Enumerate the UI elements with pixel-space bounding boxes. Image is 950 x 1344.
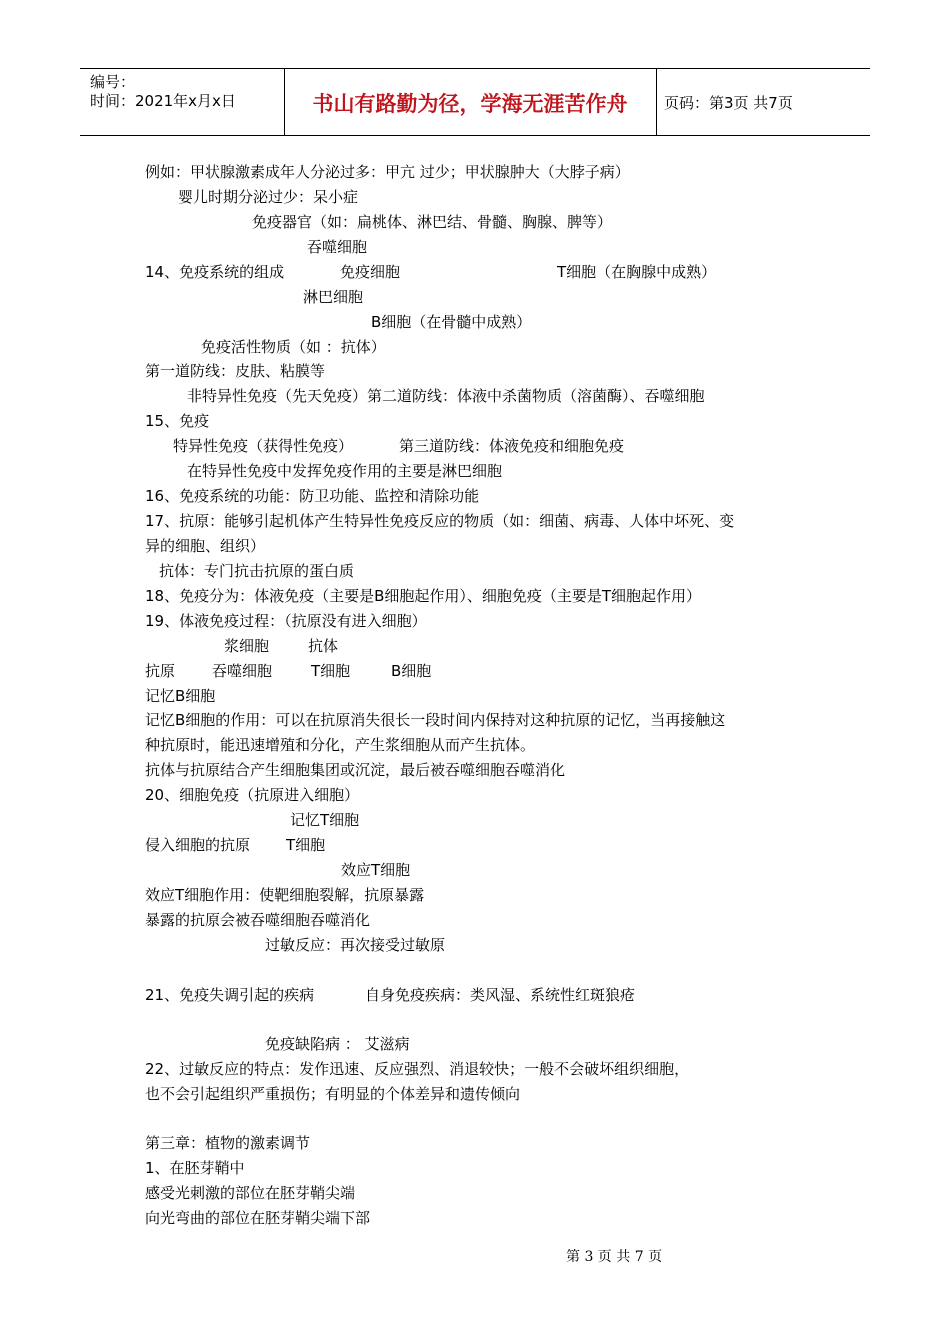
header-page-info: 页码：第3页 共7页	[664, 94, 793, 112]
section-heading: 16、免疫系统的功能：防卫功能、监控和清除功能	[145, 487, 480, 505]
text-line: 抗体	[308, 637, 339, 655]
text-line: 效应T细胞	[341, 861, 411, 879]
text-line: 记忆B细胞的作用：可以在抗原消失很长一段时间内保持对这种抗原的记忆，当再接触这	[145, 711, 726, 729]
header-top-rule	[80, 68, 870, 69]
text-line: 第一道防线：皮肤、粘膜等	[145, 362, 326, 380]
text-line: 向光弯曲的部位在胚芽鞘尖端下部	[145, 1209, 371, 1227]
header-motto: 书山有路勤为径，学海无涯苦作舟	[312, 92, 628, 116]
text-line: B细胞（在骨髓中成熟）	[371, 313, 532, 331]
text-line: 记忆T细胞	[290, 811, 360, 829]
text-line: 免疫细胞	[340, 263, 401, 281]
section-heading: 1、在胚芽鞘中	[145, 1159, 245, 1177]
text-line: 效应T细胞作用：使靶细胞裂解，抗原暴露	[145, 886, 425, 904]
text-line: 抗体：专门抗击抗原的蛋白质	[159, 562, 355, 580]
section-heading: 15、免疫	[145, 412, 210, 430]
text-line: 浆细胞	[224, 637, 270, 655]
text-line: 婴儿时期分泌过少：呆小症	[178, 188, 359, 206]
text-line: 吞噬细胞	[212, 662, 273, 680]
section-heading: 17、抗原：能够引起机体产生特异性免疫反应的物质（如：细菌、病毒、人体中坏死、变	[145, 512, 735, 530]
page-footer: 第 3 页 共 7 页	[566, 1249, 663, 1265]
text-line: 抗体与抗原结合产生细胞集团或沉淀，最后被吞噬细胞吞噬消化	[145, 761, 566, 779]
header-number-label: 编号：	[90, 73, 136, 91]
section-heading: 20、细胞免疫（抗原进入细胞）	[145, 786, 360, 804]
section-heading: 22、过敏反应的特点：发作迅速、反应强烈、消退较快；一般不会破坏组织细胞，	[145, 1060, 690, 1078]
text-line: 暴露的抗原会被吞噬细胞吞噬消化	[145, 911, 371, 929]
text-line: 免疫活性物质（如 ：抗体）	[201, 338, 386, 356]
text-line: 特异性免疫（获得性免疫）	[173, 437, 354, 455]
text-line: 自身免疫疾病：类风湿、系统性红斑狼疮	[365, 986, 636, 1004]
section-heading: 14、免疫系统的组成	[145, 263, 285, 281]
text-line: 异的细胞、组织）	[145, 537, 266, 555]
text-line: T细胞	[286, 836, 326, 854]
text-line: 非特异性免疫（先天免疫）第二道防线：体液中杀菌物质（溶菌酶）、吞噬细胞	[187, 387, 705, 405]
text-line: 第三道防线：体液免疫和细胞免疫	[399, 437, 625, 455]
text-line: 淋巴细胞	[303, 288, 364, 306]
text-line: B细胞	[391, 662, 432, 680]
text-line: 感受光刺激的部位在胚芽鞘尖端	[145, 1184, 356, 1202]
section-heading: 21、免疫失调引起的疾病	[145, 986, 315, 1004]
header-bottom-rule	[80, 135, 870, 136]
text-line: 免疫器官（如：扁桃体、淋巴结、骨髓、胸腺、脾等）	[252, 213, 613, 231]
header-divider-right	[656, 68, 657, 136]
text-line: 抗原	[145, 662, 176, 680]
text-line: 记忆B细胞	[145, 687, 216, 705]
text-line: T细胞	[311, 662, 351, 680]
text-line: 免疫缺陷病 ： 艾滋病	[265, 1035, 410, 1053]
text-line: 种抗原时，能迅速增殖和分化，产生浆细胞从而产生抗体。	[145, 736, 536, 754]
section-heading: 18、免疫分为：体液免疫（主要是B细胞起作用）、细胞免疫（主要是T细胞起作用）	[145, 587, 702, 605]
section-heading: 19、体液免疫过程：（抗原没有进入细胞）	[145, 612, 427, 630]
text-line: 在特异性免疫中发挥免疫作用的主要是淋巴细胞	[187, 462, 503, 480]
header-time-label: 时间：2021年x月x日	[90, 92, 236, 110]
text-line: T细胞（在胸腺中成熟）	[557, 263, 717, 281]
text-line: 也不会引起组织严重损伤；有明显的个体差异和遗传倾向	[145, 1085, 521, 1103]
text-line: 侵入细胞的抗原	[145, 836, 251, 854]
chapter-heading: 第三章：植物的激素调节	[145, 1134, 311, 1152]
text-line: 吞噬细胞	[307, 238, 368, 256]
text-line: 过敏反应：再次接受过敏原	[265, 936, 446, 954]
text-line: 例如：甲状腺激素成年人分泌过多：甲亢 过少；甲状腺肿大（大脖子病）	[145, 163, 630, 181]
